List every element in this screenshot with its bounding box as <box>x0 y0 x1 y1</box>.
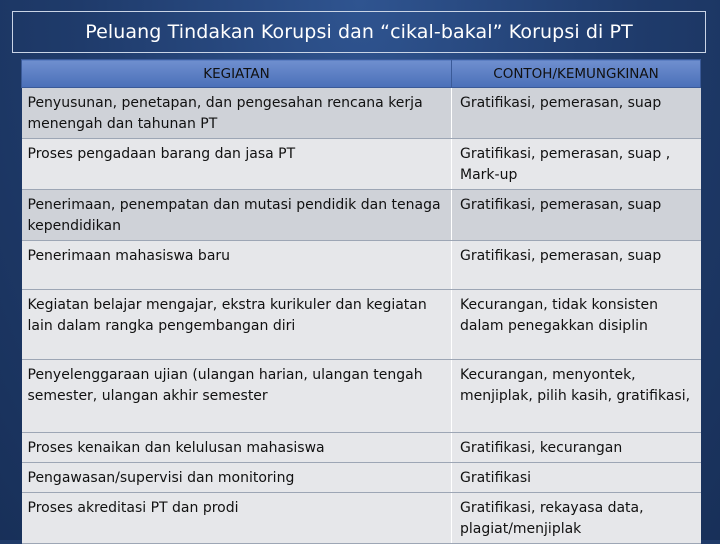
table-header-row <box>22 60 701 88</box>
cell-contoh: Gratifikasi, pemerasan, suap , Mark-up <box>452 139 701 190</box>
cell-kegiatan: Proses akreditasi PT dan prodi <box>22 493 452 544</box>
cell-kegiatan: Penerimaan, penempatan dan mutasi pendidik dan tenaga kependidikan <box>22 190 452 241</box>
cell-kegiatan: Proses kenaikan dan kelulusan mahasiswa <box>22 433 452 463</box>
table-row <box>22 241 701 290</box>
cell-kegiatan: Penerimaan mahasiswa baru <box>22 241 452 290</box>
corruption-opportunity-table <box>21 59 701 544</box>
table-row <box>22 190 701 241</box>
table-row <box>22 493 701 544</box>
cell-contoh: Gratifikasi, pemerasan, suap <box>452 190 701 241</box>
cell-contoh: Kecurangan, tidak konsisten dalam penegakkan disiplin <box>452 290 701 360</box>
cell-kegiatan: Penyelenggaraan ujian (ulangan harian, ulangan tengah semester, ulangan akhir semester <box>22 360 452 433</box>
table-row <box>22 433 701 463</box>
table-row <box>22 88 701 139</box>
table-row <box>22 360 701 433</box>
header-contoh: CONTOH/KEMUNGKINAN <box>452 60 701 88</box>
cell-kegiatan: Pengawasan/supervisi dan monitoring <box>22 463 452 493</box>
cell-kegiatan: Proses pengadaan barang dan jasa PT <box>22 139 452 190</box>
table-row <box>22 463 701 493</box>
cell-contoh: Gratifikasi, kecurangan <box>452 433 701 463</box>
header-kegiatan: KEGIATAN <box>22 60 452 88</box>
slide-title: Peluang Tindakan Korupsi dan “cikal-bakal” Korupsi di PT <box>85 21 633 43</box>
cell-contoh: Kecurangan, menyontek, menjiplak, pilih kasih, gratifikasi, <box>452 360 701 433</box>
cell-contoh: Gratifikasi, rekayasa data, plagiat/menjiplak <box>452 493 701 544</box>
table-row <box>22 139 701 190</box>
slide-title-box <box>12 11 706 53</box>
cell-kegiatan: Penyusunan, penetapan, dan pengesahan rencana kerja menengah dan tahunan PT <box>22 88 452 139</box>
cell-kegiatan: Kegiatan belajar mengajar, ekstra kurikuler dan kegiatan lain dalam rangka pengembangan diri <box>22 290 452 360</box>
cell-contoh: Gratifikasi, pemerasan, suap <box>452 241 701 290</box>
cell-contoh: Gratifikasi, pemerasan, suap <box>452 88 701 139</box>
cell-contoh: Gratifikasi <box>452 463 701 493</box>
table-row <box>22 290 701 360</box>
